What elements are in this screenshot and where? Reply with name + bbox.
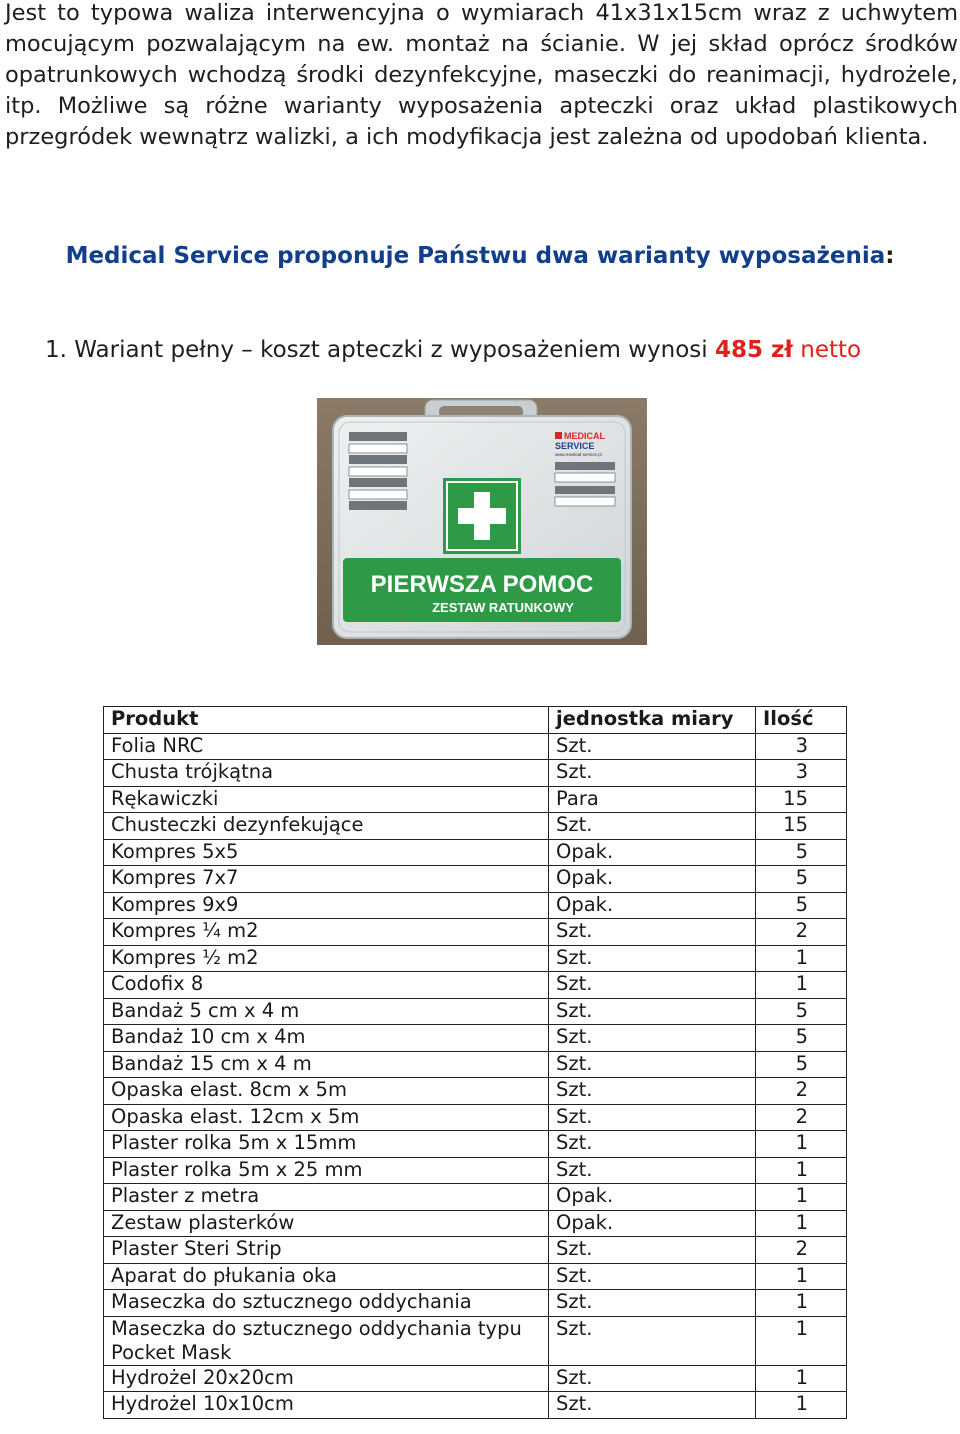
table-row (104, 1104, 847, 1131)
table-row (104, 1263, 847, 1290)
table-row (104, 866, 847, 893)
product-cell: Kompres ¼ m2 (104, 919, 549, 946)
unit-cell: Opak. (549, 839, 756, 866)
unit-cell: Szt. (549, 733, 756, 760)
brand-url: www.medical-service.pl (555, 452, 602, 457)
unit-cell: Szt. (549, 919, 756, 946)
product-cell: Bandaż 10 cm x 4m (104, 1025, 549, 1052)
table-row (104, 1365, 847, 1392)
unit-cell: Szt. (549, 813, 756, 840)
quantity-cell: 1 (756, 1131, 847, 1158)
brand-line1: MEDICAL (564, 431, 605, 441)
product-cell: Plaster rolka 5m x 25 mm (104, 1157, 549, 1184)
product-cell: Kompres 5x5 (104, 839, 549, 866)
table-row (104, 1078, 847, 1105)
product-cell: Maseczka do sztucznego oddychania typu Pocket Mask (104, 1316, 549, 1365)
table-row (104, 1025, 847, 1052)
variant-full-netto: netto (792, 337, 862, 363)
case-label-main: PIERWSZA POMOC (370, 571, 594, 598)
product-cell: Hydrożel 20x20cm (104, 1365, 549, 1392)
quantity-cell: 3 (756, 733, 847, 760)
variant-full-price: 485 zł (715, 337, 793, 363)
table-row (104, 972, 847, 999)
unit-cell: Szt. (549, 760, 756, 787)
unit-cell: Szt. (549, 945, 756, 972)
quantity-cell: 5 (756, 1025, 847, 1052)
quantity-cell: 1 (756, 1157, 847, 1184)
product-cell: Aparat do płukania oka (104, 1263, 549, 1290)
table-row (104, 1316, 847, 1365)
quantity-cell: 5 (756, 998, 847, 1025)
quantity-cell: 1 (756, 1290, 847, 1317)
table-row (104, 892, 847, 919)
product-cell: Chusteczki dezynfekujące (104, 813, 549, 840)
intro-paragraph: Jest to typowa waliza interwencyjna o wymiarach 41x31x15cm wraz z uchwytem mocującym pozwalającym na ew. montaż na ścianie. W jej skład oprócz środków opatrunkowych wchodzą środki dezynfekcyjne, maseczki do reanimacji, hydrożele, itp. Możliwe są różne warianty wyposażenia apteczki oraz układ plastikowych przegródek wewnątrz walizki, a ich modyfikacja jest zależna od upodobań klienta. (5, 0, 958, 150)
quantity-cell: 2 (756, 1104, 847, 1131)
product-cell: Bandaż 15 cm x 4 m (104, 1051, 549, 1078)
product-cell: Kompres 7x7 (104, 866, 549, 893)
quantity-cell: 1 (756, 1263, 847, 1290)
quantity-cell: 3 (756, 760, 847, 787)
product-cell: Plaster Steri Strip (104, 1237, 549, 1264)
quantity-cell: 1 (756, 972, 847, 999)
product-cell: Hydrożel 10x10cm (104, 1392, 549, 1419)
first-aid-case-photo (317, 398, 647, 645)
unit-cell: Szt. (549, 972, 756, 999)
unit-cell: Szt. (549, 1078, 756, 1105)
quantity-cell: 15 (756, 786, 847, 813)
table-body (104, 733, 847, 1418)
variant-full-line (45, 337, 861, 363)
unit-cell: Szt. (549, 1392, 756, 1419)
unit-cell: Opak. (549, 892, 756, 919)
quantity-cell: 5 (756, 839, 847, 866)
unit-cell: Szt. (549, 998, 756, 1025)
product-cell: Opaska elast. 12cm x 5m (104, 1104, 549, 1131)
table-row (104, 1290, 847, 1317)
product-cell: Opaska elast. 8cm x 5m (104, 1078, 549, 1105)
variants-heading (0, 243, 960, 269)
table-row (104, 945, 847, 972)
unit-cell: Szt. (549, 1157, 756, 1184)
quantity-cell: 5 (756, 866, 847, 893)
variants-heading-text: Medical Service proponuje Państwu dwa warianty wyposażenia (65, 243, 886, 269)
quantity-cell: 1 (756, 1210, 847, 1237)
quantity-cell: 5 (756, 892, 847, 919)
brand-line2: SERVICE (555, 441, 595, 451)
variants-heading-colon: : (885, 243, 895, 269)
header-quantity: Ilość (756, 707, 847, 734)
table-row (104, 760, 847, 787)
unit-cell: Opak. (549, 866, 756, 893)
quantity-cell: 1 (756, 1365, 847, 1392)
first-aid-cross-icon (443, 478, 521, 554)
quantity-cell: 1 (756, 945, 847, 972)
product-cell: Zestaw plasterków (104, 1210, 549, 1237)
table-row (104, 1392, 847, 1419)
table-row (104, 1184, 847, 1211)
unit-cell: Szt. (549, 1263, 756, 1290)
unit-cell: Szt. (549, 1025, 756, 1052)
unit-cell: Para (549, 786, 756, 813)
header-unit: jednostka miary (549, 707, 756, 734)
quantity-cell: 2 (756, 1078, 847, 1105)
quantity-cell: 15 (756, 813, 847, 840)
quantity-cell: 1 (756, 1392, 847, 1419)
quantity-cell: 2 (756, 919, 847, 946)
table-header-row (104, 707, 847, 734)
variant-full-text: 1. Wariant pełny – koszt apteczki z wyposażeniem wynosi (45, 337, 715, 363)
product-cell: Rękawiczki (104, 786, 549, 813)
product-cell: Chusta trójkątna (104, 760, 549, 787)
unit-cell: Szt. (549, 1104, 756, 1131)
product-cell: Bandaż 5 cm x 4 m (104, 998, 549, 1025)
table-row (104, 1131, 847, 1158)
table-row (104, 1210, 847, 1237)
unit-cell: Opak. (549, 1210, 756, 1237)
quantity-cell: 1 (756, 1184, 847, 1211)
header-product: Produkt (104, 707, 549, 734)
unit-cell: Szt. (549, 1316, 756, 1365)
product-cell: Kompres 9x9 (104, 892, 549, 919)
left-emergency-tags (349, 432, 407, 510)
table-row (104, 839, 847, 866)
table-row (104, 1237, 847, 1264)
quantity-cell: 2 (756, 1237, 847, 1264)
quantity-cell: 1 (756, 1316, 847, 1365)
table-row (104, 919, 847, 946)
equipment-table (103, 706, 847, 1419)
quantity-cell: 5 (756, 1051, 847, 1078)
table-row (104, 998, 847, 1025)
unit-cell: Szt. (549, 1131, 756, 1158)
table-row (104, 733, 847, 760)
table-row (104, 1157, 847, 1184)
table-row (104, 786, 847, 813)
table-row (104, 813, 847, 840)
product-cell: Maseczka do sztucznego oddychania (104, 1290, 549, 1317)
product-cell: Plaster z metra (104, 1184, 549, 1211)
unit-cell: Szt. (549, 1365, 756, 1392)
product-cell: Folia NRC (104, 733, 549, 760)
case-label-sub: ZESTAW RATUNKOWY (432, 600, 574, 615)
product-cell: Codofix 8 (104, 972, 549, 999)
unit-cell: Szt. (549, 1051, 756, 1078)
unit-cell: Opak. (549, 1184, 756, 1211)
unit-cell: Szt. (549, 1237, 756, 1264)
product-cell: Kompres ½ m2 (104, 945, 549, 972)
unit-cell: Szt. (549, 1290, 756, 1317)
product-cell: Plaster rolka 5m x 15mm (104, 1131, 549, 1158)
table-row (104, 1051, 847, 1078)
